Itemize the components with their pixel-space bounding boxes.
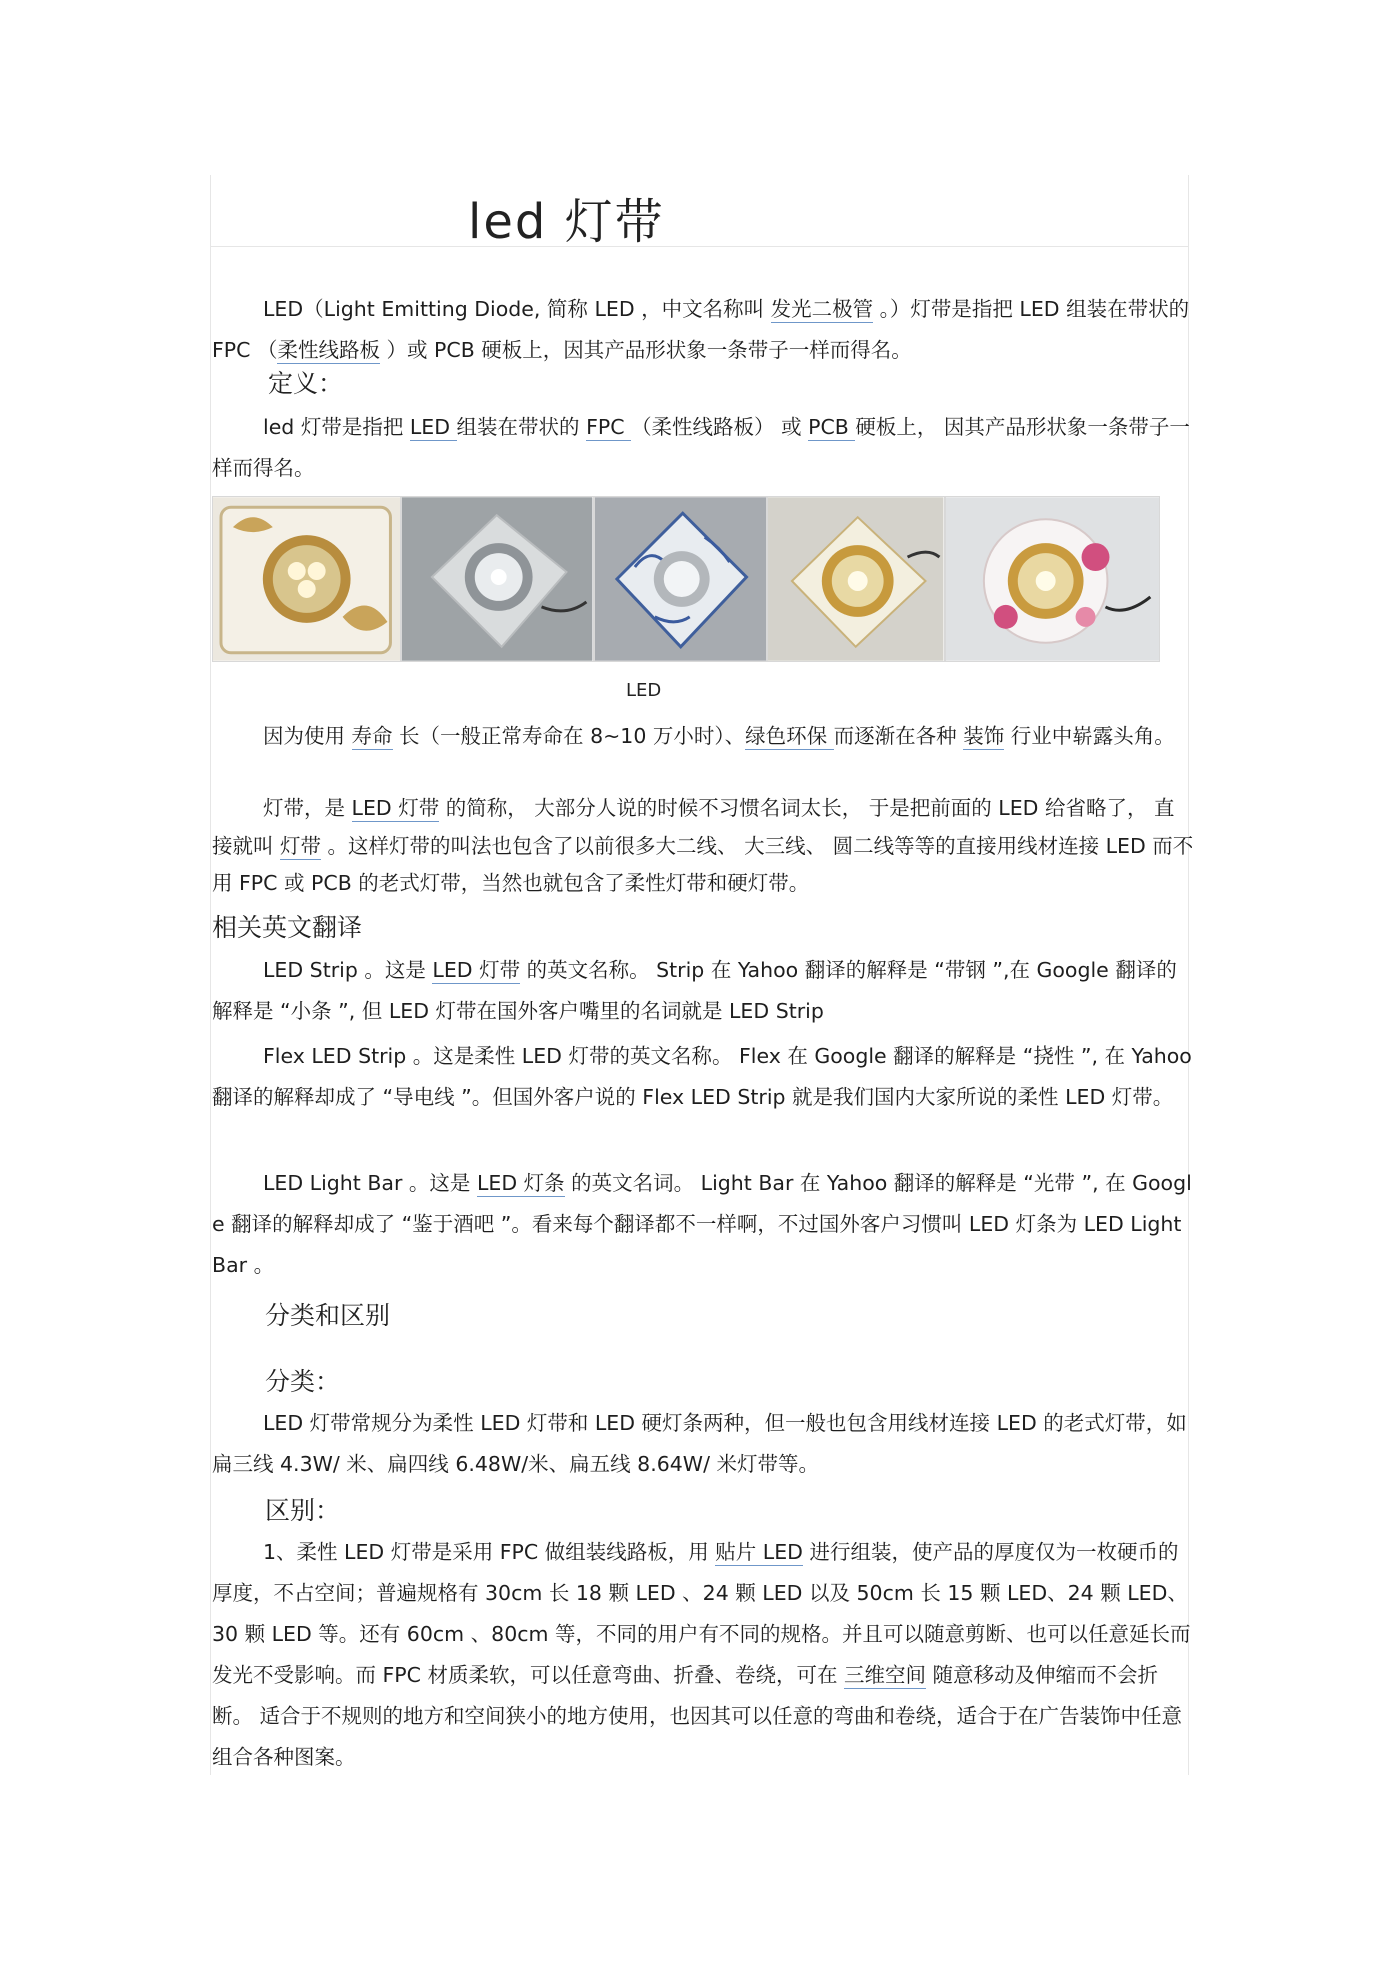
downlight-image xyxy=(213,497,400,661)
frame-left-line xyxy=(210,175,211,1775)
translation-paragraph-strip: LED Strip 。这是 LED 灯带 的英文名称。 Strip 在 Yahoo 翻译的解释是 “带钢 ”,在 Google 翻译的解释是 “小条 ”, 但 LED 灯带在国外客户嘴里的名词就是 LED Strip xyxy=(212,958,1177,1023)
link-flexible-circuit-board[interactable]: 柔性线路板 xyxy=(277,338,380,362)
downlight-image xyxy=(595,497,766,661)
photo-blue-floral-downlight xyxy=(594,496,767,662)
difference-subheading: 区别： xyxy=(265,1496,341,1525)
photo-gold-floral-downlight xyxy=(212,496,401,662)
link-led-light-bar[interactable]: LED 灯条 xyxy=(476,1171,565,1195)
gallery-caption: LED xyxy=(626,680,662,701)
link-light-emitting-diode[interactable]: 发光二极管 xyxy=(770,297,874,321)
link-lifespan[interactable]: 寿命 xyxy=(351,724,393,748)
link-fpc[interactable]: FPC xyxy=(586,415,632,439)
classification-subheading: 分类： xyxy=(265,1367,341,1396)
link-decoration[interactable]: 装饰 xyxy=(963,724,1005,748)
longevity-paragraph: 因为使用 寿命 长（一般正常寿命在 8~10 万小时）、绿色环保 而逐渐在各种 装饰 行业中崭露头角。 xyxy=(263,724,1175,748)
photo-silver-square-downlight xyxy=(401,496,593,662)
difference-paragraph: 1、柔性 LED 灯带是采用 FPC 做组装线路板，用 贴片 LED 进行组装，使产品的厚度仅为一枚硬币的厚度，不占空间；普遍规格有 30cm 长 18 颗 LED 、24 颗 LED 以及 50cm 长 15 颗 LED、24 颗 LED、30 颗 LED 等。还有 60cm 、80cm 等，不同的用户有不同的规格。并且可以随意剪断、也可以任意延长而发光不受影响。而 FPC 材质柔软，可以任意弯曲、折叠、卷绕，可在 三维空间 随意移动及伸缩而不会折断。 适合于不规则的地方和空间狭小的地方使用，也因其可以任意的弯曲和卷绕，适合于在广告装饰中任意组合各种图案。 xyxy=(212,1540,1191,1769)
downlight-image xyxy=(946,497,1159,661)
photo-gold-lace-downlight xyxy=(767,496,944,662)
definition-heading: 定义： xyxy=(268,369,344,398)
naming-paragraph: 灯带，是 LED 灯带 的简称， 大部分人说的时候不习惯名词太长， 于是把前面的 LED 给省略了， 直接就叫 灯带 。这样灯带的叫法也包含了以前很多大二线、 大三线、 圆二线等等的直接用线材连接 LED 而不用 FPC 或 PCB 的老式灯带，当然也就包含了柔性灯带和硬灯带。 xyxy=(212,796,1194,895)
link-led-light-strip[interactable]: LED 灯带 xyxy=(351,796,440,820)
classification-paragraph: LED 灯带常规分为柔性 LED 灯带和 LED 硬灯条两种，但一般也包含用线材连接 LED 的老式灯带，如扁三线 4.3W/ 米、扁四线 6.48W/米、扁五线 8.64W/ 米灯带等。 xyxy=(212,1411,1187,1476)
intro-paragraph: LED（Light Emitting Diode, 简称 LED ，中文名称叫 发光二极管 。）灯带是指把 LED 组装在带状的 FPC （柔性线路板 ）或 PCB 硬板上，因其产品形状象一条带子一样而得名。 xyxy=(212,297,1190,362)
link-3d-space[interactable]: 三维空间 xyxy=(844,1663,927,1687)
translation-paragraph-flex: Flex LED Strip 。这是柔性 LED 灯带的英文名称。 Flex 在 Google 翻译的解释是 “挠性 ”, 在 Yahoo 翻译的解释却成了 “导电线 ”。但国外客户说的 Flex LED Strip 就是我们国内大家所说的柔性 LED 灯带。 xyxy=(212,1044,1192,1109)
translation-heading: 相关英文翻译 xyxy=(212,913,363,942)
link-pcb[interactable]: PCB xyxy=(808,415,856,439)
photo-pink-rose-downlight xyxy=(945,496,1160,662)
link-smd-led[interactable]: 贴片 LED xyxy=(715,1540,803,1564)
link-led-strip[interactable]: LED 灯带 xyxy=(432,958,521,982)
title-bottom-line xyxy=(210,246,1189,247)
page-title: led 灯带 xyxy=(468,194,665,250)
downlight-image xyxy=(402,497,592,661)
link-green-environmental[interactable]: 绿色环保 xyxy=(745,724,834,748)
product-photo-gallery xyxy=(212,496,1160,662)
translation-paragraph-lightbar: LED Light Bar 。这是 LED 灯条 的英文名词。 Light Bar 在 Yahoo 翻译的解释是 “光带 ”, 在 Google 翻译的解释却成了 “鉴于酒吧 ”。看来每个翻译都不一样啊，不过国外客户习惯叫 LED 灯条为 LED Light Bar 。 xyxy=(212,1171,1192,1277)
downlight-image xyxy=(768,497,943,661)
definition-paragraph: led 灯带是指把 LED 组装在带状的 FPC （柔性线路板） 或 PCB 硬板上， 因其产品形状象一条带子一样而得名。 xyxy=(212,415,1190,480)
link-light-strip[interactable]: 灯带 xyxy=(280,833,322,858)
link-led[interactable]: LED xyxy=(409,415,457,439)
classification-heading: 分类和区别 xyxy=(265,1301,391,1330)
